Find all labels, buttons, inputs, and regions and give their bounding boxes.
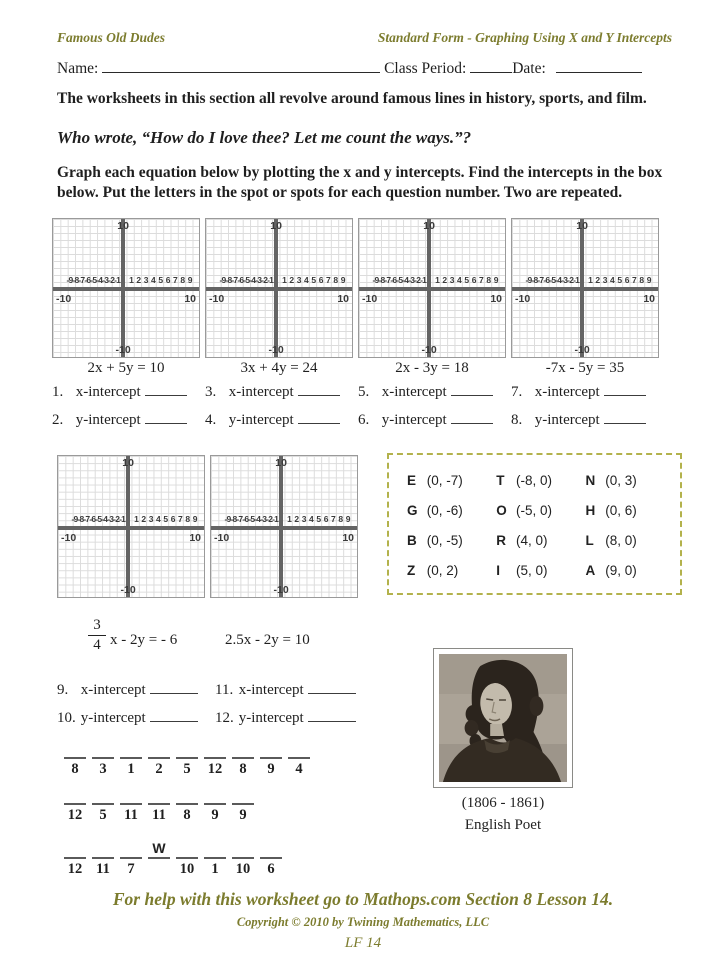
letter-blank bbox=[176, 757, 198, 760]
clue-number: 11 bbox=[96, 861, 110, 877]
letter-blank bbox=[64, 757, 86, 760]
equation-1: 2x + 5y = 10 bbox=[87, 360, 165, 376]
axis-label-left: -10 bbox=[209, 293, 225, 306]
key-entry bbox=[585, 563, 662, 578]
question-label: x-intercept bbox=[75, 384, 141, 400]
axis-label-right: 10 bbox=[337, 293, 349, 306]
axis-label-top: 10 bbox=[122, 457, 134, 469]
letter-blank bbox=[176, 803, 198, 806]
letter-blank bbox=[288, 757, 310, 760]
letter-blank bbox=[232, 857, 254, 860]
key-entry bbox=[496, 503, 585, 518]
axis-ticks-positive: 123456789 bbox=[435, 275, 502, 286]
coordinate-grid-4 bbox=[511, 218, 659, 358]
axis-label-left: -10 bbox=[214, 531, 230, 544]
portrait-caption-years: (1806 - 1861) bbox=[461, 795, 545, 811]
question-number: 9. bbox=[57, 682, 69, 698]
key-coord: (5, 0) bbox=[516, 562, 548, 578]
name-blank bbox=[102, 59, 380, 73]
question-number: 12. bbox=[215, 710, 234, 726]
axis-label-left: -10 bbox=[61, 531, 77, 544]
axis-ticks-positive: 123456789 bbox=[129, 275, 196, 286]
coordinate-grid-3 bbox=[358, 218, 506, 358]
question-label: x-intercept bbox=[228, 384, 294, 400]
equation-11: 2.5x - 2y = 10 bbox=[225, 632, 310, 648]
clue-number: 8 bbox=[71, 761, 79, 777]
axis-label-right: 10 bbox=[189, 531, 201, 544]
axis-ticks-positive: 123456789 bbox=[287, 513, 354, 524]
coordinate-grid-2 bbox=[205, 218, 353, 358]
clue-number: 11 bbox=[124, 807, 138, 823]
key-entry bbox=[407, 473, 496, 488]
axis-label-bottom: -10 bbox=[268, 344, 284, 356]
question-col-1 bbox=[52, 384, 200, 440]
footer-help-text: For help with this worksheet go to Mathops.com Section 8 Lesson 14. bbox=[112, 889, 614, 909]
letter-blank bbox=[204, 803, 226, 806]
question-col-3 bbox=[358, 384, 506, 440]
letter-blank bbox=[120, 857, 142, 860]
axis-label-bottom: -10 bbox=[120, 584, 136, 596]
axis-label-bottom: -10 bbox=[574, 344, 590, 356]
equation-row-1 bbox=[52, 360, 659, 377]
poet-portrait-engraving bbox=[439, 654, 567, 782]
instructions-line2: below. Put the letters in the spot or spots for each question number. Two are repeated. bbox=[57, 183, 623, 201]
letter-blank bbox=[64, 857, 86, 860]
letter-blank bbox=[260, 857, 282, 860]
equation-2: 3x + 4y = 24 bbox=[240, 360, 318, 376]
clue-number: 5 bbox=[99, 807, 107, 823]
clue-number: 5 bbox=[183, 761, 191, 777]
instructions bbox=[57, 163, 662, 202]
question-label: y-intercept bbox=[238, 710, 304, 726]
prefilled-letter bbox=[64, 840, 86, 857]
key-entry bbox=[585, 533, 662, 548]
question-number: 6. bbox=[358, 412, 370, 428]
clue-number: 6 bbox=[267, 861, 275, 877]
key-entry bbox=[496, 563, 585, 578]
letter-blank bbox=[64, 803, 86, 806]
clue-number: 8 bbox=[183, 807, 191, 823]
intro-sentence: The worksheets in this section all revolve around famous lines in history, sports, and film. bbox=[57, 90, 647, 107]
question-col-2 bbox=[205, 384, 353, 440]
letter-blank bbox=[148, 803, 170, 806]
clue-number: 1 bbox=[211, 861, 219, 877]
question-number: 10. bbox=[57, 710, 76, 726]
class-period-blank bbox=[470, 59, 512, 73]
key-letter: T bbox=[496, 472, 505, 488]
key-coord: (0, -5) bbox=[426, 532, 463, 548]
key-entry bbox=[407, 563, 496, 578]
key-coord: (0, -6) bbox=[426, 502, 463, 518]
question-number: 5. bbox=[358, 384, 370, 400]
clue-number: 12 bbox=[207, 761, 223, 777]
x-axis bbox=[211, 526, 357, 530]
portrait-caption-title: English Poet bbox=[464, 817, 542, 833]
question-label: x-intercept bbox=[238, 682, 304, 698]
x-axis bbox=[58, 526, 204, 530]
key-letter: G bbox=[407, 502, 418, 518]
coordinate-grid-1 bbox=[52, 218, 200, 358]
letter-blank bbox=[120, 803, 142, 806]
key-letter: E bbox=[407, 472, 417, 488]
clue-number: 10 bbox=[235, 861, 251, 877]
question-label: y-intercept bbox=[381, 412, 447, 428]
axis-ticks-negative: -9-8-7-6-5-4-3-2-1 bbox=[525, 275, 580, 286]
answer-blank bbox=[298, 384, 340, 396]
key-coord: (0, 3) bbox=[605, 472, 637, 488]
equation-3: 2x - 3y = 18 bbox=[395, 360, 469, 376]
axis-label-left: -10 bbox=[56, 293, 72, 306]
key-coord: (-5, 0) bbox=[516, 502, 553, 518]
key-entry bbox=[407, 503, 496, 518]
question-label: x-intercept bbox=[381, 384, 447, 400]
letter-blank bbox=[204, 757, 226, 760]
letter-blank bbox=[92, 857, 114, 860]
prefilled-letter-w: W bbox=[152, 840, 166, 856]
clue-number: 11 bbox=[152, 807, 166, 823]
x-axis bbox=[359, 287, 505, 291]
letter-blank bbox=[204, 857, 226, 860]
key-coord: (8, 0) bbox=[605, 532, 637, 548]
intercept-letter-key bbox=[387, 453, 682, 595]
axis-label-left: -10 bbox=[515, 293, 531, 306]
question-label: y-intercept bbox=[228, 412, 294, 428]
letter-blank bbox=[176, 857, 198, 860]
axis-ticks-negative: -9-8-7-6-5-4-3-2-1 bbox=[224, 513, 279, 524]
answer-blank bbox=[451, 384, 493, 396]
question-number: 2. bbox=[52, 412, 64, 428]
prefilled-letter bbox=[176, 840, 198, 857]
x-axis bbox=[206, 287, 352, 291]
key-letter: B bbox=[407, 532, 417, 548]
portrait-image bbox=[433, 648, 573, 788]
grid-row-1 bbox=[52, 218, 659, 358]
axis-label-right: 10 bbox=[490, 293, 502, 306]
clue-number: 8 bbox=[239, 761, 247, 777]
key-coord: (-8, 0) bbox=[516, 472, 553, 488]
fraction-bar bbox=[88, 635, 106, 636]
answer-blank bbox=[150, 682, 198, 694]
axis-ticks-positive: 123456789 bbox=[282, 275, 349, 286]
clue-number: 1 bbox=[127, 761, 135, 777]
question-number: 3. bbox=[205, 384, 217, 400]
key-coord: (9, 0) bbox=[605, 562, 637, 578]
key-letter: Z bbox=[407, 562, 416, 578]
axis-label-top: 10 bbox=[275, 457, 287, 469]
axis-ticks-negative: -9-8-7-6-5-4-3-2-1 bbox=[71, 513, 126, 524]
letter-blank bbox=[92, 757, 114, 760]
prefilled-letter bbox=[204, 840, 226, 857]
key-entry bbox=[585, 503, 662, 518]
fraction-numerator: 3 bbox=[93, 617, 101, 633]
key-coord: (0, 2) bbox=[426, 562, 459, 578]
question-number: 7. bbox=[511, 384, 523, 400]
clue-number: 9 bbox=[211, 807, 219, 823]
prefilled-letter bbox=[260, 840, 282, 857]
question-col-4 bbox=[511, 384, 659, 440]
clue-number: 9 bbox=[267, 761, 275, 777]
key-coord: (4, 0) bbox=[516, 532, 548, 548]
axis-label-top: 10 bbox=[270, 220, 282, 232]
prefilled-letter bbox=[232, 840, 254, 857]
quote-question: Who wrote, “How do I love thee? Let me count the ways.”? bbox=[57, 128, 472, 147]
key-entry bbox=[585, 473, 662, 488]
answer-row-3 bbox=[64, 840, 288, 878]
key-letter: R bbox=[496, 532, 506, 548]
axis-ticks-positive: 123456789 bbox=[588, 275, 655, 286]
prefilled-letter bbox=[120, 840, 142, 857]
question-label: x-intercept bbox=[80, 682, 146, 698]
worksheet-series-title: Famous Old Dudes bbox=[57, 30, 166, 45]
key-letter: I bbox=[496, 562, 500, 578]
question-label: x-intercept bbox=[534, 384, 600, 400]
axis-label-right: 10 bbox=[342, 531, 354, 544]
date-label: Date: bbox=[512, 60, 546, 77]
x-axis bbox=[512, 287, 658, 291]
key-letter: N bbox=[585, 472, 596, 488]
question-label: y-intercept bbox=[75, 412, 141, 428]
prefilled-letter bbox=[92, 840, 114, 857]
axis-label-bottom: -10 bbox=[115, 344, 131, 356]
question-label: y-intercept bbox=[80, 710, 146, 726]
question-number: 1. bbox=[52, 384, 64, 400]
letter-blank bbox=[232, 803, 254, 806]
axis-ticks-negative: -9-8-7-6-5-4-3-2-1 bbox=[372, 275, 427, 286]
name-label: Name: bbox=[57, 60, 99, 77]
x-axis bbox=[53, 287, 199, 291]
axis-label-top: 10 bbox=[423, 220, 435, 232]
fraction-denominator: 4 bbox=[93, 637, 101, 653]
answer-blank bbox=[145, 384, 187, 396]
equation-9: x - 2y = - 6 bbox=[110, 632, 178, 648]
key-letter: O bbox=[496, 502, 507, 518]
clue-number: 7 bbox=[127, 861, 135, 877]
questions-1-8 bbox=[52, 384, 659, 440]
key-entry bbox=[496, 533, 585, 548]
clue-number: 3 bbox=[99, 761, 107, 777]
key-entry bbox=[407, 533, 496, 548]
answer-row-2 bbox=[64, 803, 260, 824]
instructions-line1: Graph each equation below by plotting the x and y intercepts. Find the intercepts in the box bbox=[57, 164, 663, 181]
axis-label-bottom: -10 bbox=[273, 584, 289, 596]
coordinate-grid-6 bbox=[210, 455, 358, 598]
axis-ticks-negative: -9-8-7-6-5-4-3-2-1 bbox=[219, 275, 274, 286]
footer-copyright: Copyright © 2010 by Twining Mathematics, LLC bbox=[236, 915, 490, 929]
answer-blank bbox=[308, 682, 356, 694]
letter-blank bbox=[148, 757, 170, 760]
question-label: y-intercept bbox=[534, 412, 600, 428]
letter-blank bbox=[148, 857, 170, 860]
key-entry bbox=[496, 473, 585, 488]
axis-label-top: 10 bbox=[576, 220, 588, 232]
clue-number: 9 bbox=[239, 807, 247, 823]
axis-label-left: -10 bbox=[362, 293, 378, 306]
letter-blank bbox=[232, 757, 254, 760]
question-number: 4. bbox=[205, 412, 217, 428]
question-number: 11. bbox=[215, 682, 234, 698]
answer-blank bbox=[150, 710, 198, 722]
clue-number: 12 bbox=[67, 807, 83, 823]
letter-blank bbox=[120, 757, 142, 760]
name-line bbox=[57, 59, 642, 78]
fraction bbox=[88, 617, 106, 654]
letter-blank bbox=[92, 803, 114, 806]
answer-blank bbox=[604, 412, 646, 424]
answer-blank bbox=[145, 412, 187, 424]
answer-blank bbox=[308, 710, 356, 722]
equation-4: -7x - 5y = 35 bbox=[545, 360, 625, 376]
answer-blank bbox=[451, 412, 493, 424]
answer-row-1 bbox=[64, 757, 316, 778]
clue-number: 10 bbox=[179, 861, 195, 877]
date-blank bbox=[556, 59, 642, 73]
axis-ticks-negative: -9-8-7-6-5-4-3-2-1 bbox=[66, 275, 121, 286]
axis-label-bottom: -10 bbox=[421, 344, 437, 356]
coordinate-grid-5 bbox=[57, 455, 205, 598]
key-letter: H bbox=[585, 502, 596, 518]
question-col-11-12 bbox=[215, 682, 365, 738]
worksheet-topic-title: Standard Form - Graphing Using X and Y Intercepts bbox=[377, 30, 672, 45]
question-number: 8. bbox=[511, 412, 523, 428]
question-col-9-10 bbox=[57, 682, 207, 738]
axis-label-top: 10 bbox=[117, 220, 129, 232]
answer-blank bbox=[604, 384, 646, 396]
key-letter: L bbox=[585, 532, 594, 548]
key-letter: A bbox=[585, 562, 596, 578]
clue-number: 4 bbox=[295, 761, 303, 777]
letter-blank bbox=[260, 757, 282, 760]
key-coord: (0, -7) bbox=[426, 472, 463, 488]
key-coord: (0, 6) bbox=[605, 502, 637, 518]
axis-label-right: 10 bbox=[184, 293, 196, 306]
axis-ticks-positive: 123456789 bbox=[134, 513, 201, 524]
answer-blank bbox=[298, 412, 340, 424]
footer-worksheet-code: LF 14 bbox=[344, 935, 382, 951]
clue-number: 12 bbox=[67, 861, 83, 877]
clue-number: 2 bbox=[155, 761, 163, 777]
grid-row-2 bbox=[57, 455, 358, 598]
class-period-label: Class Period: bbox=[384, 60, 467, 77]
axis-label-right: 10 bbox=[643, 293, 655, 306]
